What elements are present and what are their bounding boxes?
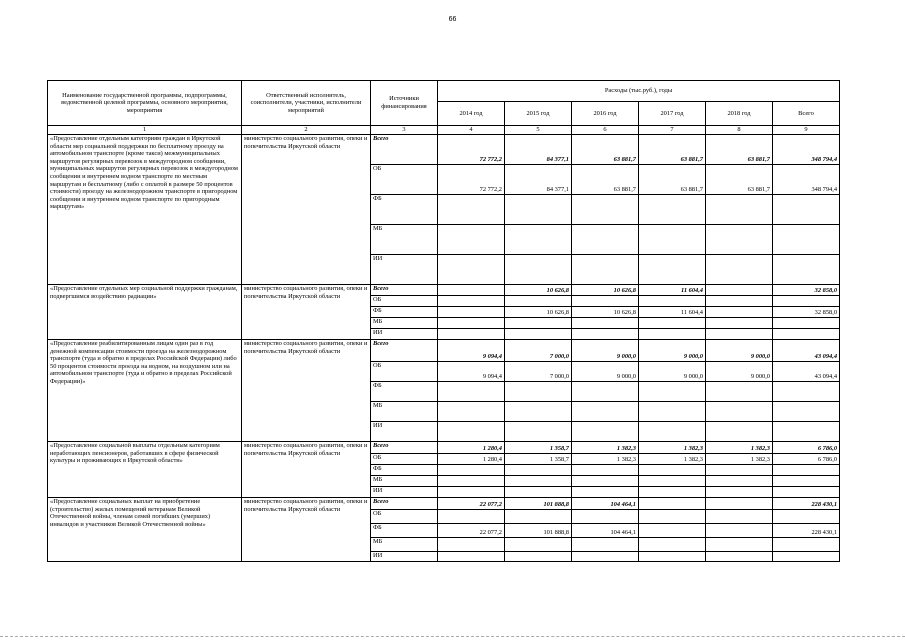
funding-source: ИИ bbox=[371, 552, 438, 562]
funding-source: ИИ bbox=[371, 329, 438, 340]
expense-cell bbox=[639, 255, 706, 285]
expense-cell: 63 881,7 bbox=[639, 135, 706, 165]
expense-cell bbox=[572, 510, 639, 524]
header-responsible: Ответственный исполнитель, соисполнители, участники, исполнители мероприятий bbox=[242, 81, 371, 126]
page-bottom-edge bbox=[0, 636, 905, 637]
expense-cell: 1 358,7 bbox=[505, 442, 572, 454]
expense-cell bbox=[639, 476, 706, 487]
expense-cell bbox=[639, 538, 706, 552]
expense-cell bbox=[706, 382, 773, 402]
column-number: 2 bbox=[242, 126, 371, 135]
funding-source: Всего bbox=[371, 285, 438, 296]
expense-cell bbox=[706, 476, 773, 487]
expense-cell: 10 626,8 bbox=[505, 285, 572, 296]
expense-cell bbox=[505, 318, 572, 329]
expense-cell: 9 000,0 bbox=[572, 340, 639, 362]
expense-cell bbox=[505, 255, 572, 285]
column-number: 5 bbox=[505, 126, 572, 135]
expense-cell bbox=[706, 255, 773, 285]
expense-cell bbox=[639, 552, 706, 562]
expense-cell: 10 626,8 bbox=[572, 285, 639, 296]
expense-cell bbox=[505, 195, 572, 225]
header-program: Наименование государственной программы, подпрограммы, ведомственной целевой программы, основного мероприятия, мероприятия bbox=[48, 81, 242, 126]
expense-cell: 101 888,8 bbox=[505, 498, 572, 510]
expense-cell bbox=[505, 225, 572, 255]
expense-total-cell: 348 794,4 bbox=[773, 165, 840, 195]
expense-cell: 11 604,4 bbox=[639, 307, 706, 318]
funding-source: ФБ bbox=[371, 382, 438, 402]
expense-cell bbox=[639, 296, 706, 307]
expense-cell bbox=[572, 476, 639, 487]
funding-source: МБ bbox=[371, 318, 438, 329]
expense-cell bbox=[438, 195, 505, 225]
funding-source: Всего bbox=[371, 135, 438, 165]
expense-cell bbox=[706, 465, 773, 476]
expense-total-cell bbox=[773, 402, 840, 422]
expense-cell bbox=[438, 285, 505, 296]
expense-total-cell bbox=[773, 552, 840, 562]
responsible-executor: министерство социального развития, опеки и попечительства Иркутской области bbox=[242, 498, 371, 562]
expense-cell bbox=[572, 382, 639, 402]
column-number: 9 bbox=[773, 126, 840, 135]
funding-source: ФБ bbox=[371, 524, 438, 538]
funding-source: Всего bbox=[371, 442, 438, 454]
expense-cell bbox=[706, 329, 773, 340]
expense-cell bbox=[505, 402, 572, 422]
expense-cell: 63 881,7 bbox=[706, 135, 773, 165]
column-number: 6 bbox=[572, 126, 639, 135]
expense-cell: 9 094,4 bbox=[438, 340, 505, 362]
funding-source: ОБ bbox=[371, 362, 438, 382]
expense-cell: 9 000,0 bbox=[639, 362, 706, 382]
expense-cell bbox=[505, 552, 572, 562]
expense-cell bbox=[438, 465, 505, 476]
funding-source: ФБ bbox=[371, 465, 438, 476]
expense-cell bbox=[438, 318, 505, 329]
expense-total-cell: 43 094,4 bbox=[773, 362, 840, 382]
expense-cell bbox=[438, 422, 505, 442]
expense-cell: 9 000,0 bbox=[706, 362, 773, 382]
funding-source: МБ bbox=[371, 402, 438, 422]
responsible-executor: министерство социального развития, опеки и попечительства Иркутской области bbox=[242, 442, 371, 498]
funding-source: Всего bbox=[371, 498, 438, 510]
expense-cell bbox=[706, 538, 773, 552]
table-row bbox=[48, 442, 840, 454]
expense-total-cell: 228 430,1 bbox=[773, 498, 840, 510]
expense-cell bbox=[706, 307, 773, 318]
expense-total-cell bbox=[773, 255, 840, 285]
expense-cell: 63 881,7 bbox=[572, 165, 639, 195]
funding-source: ОБ bbox=[371, 165, 438, 195]
expense-cell bbox=[639, 422, 706, 442]
funding-source: ФБ bbox=[371, 195, 438, 225]
header-expenses: Расходы (тыс.руб.), годы bbox=[438, 81, 840, 102]
funding-source: МБ bbox=[371, 225, 438, 255]
expense-total-cell: 32 858,0 bbox=[773, 285, 840, 296]
expense-cell bbox=[438, 225, 505, 255]
expense-cell bbox=[639, 510, 706, 524]
expense-cell bbox=[438, 382, 505, 402]
expense-total-cell: 348 794,4 bbox=[773, 135, 840, 165]
program-description: «Предоставление реабилитированным лицам один раз в год денежной компенсации стоимости проезда на железнодорожном транспорте (туда и обратно в пределах Российской Федерации) либо 50 процентов стоимости проезда на водном, на воздушном или на автомобильном транспорте (туда и обратно в пределах Российской Федерации)» bbox=[48, 340, 242, 442]
expense-cell: 10 626,8 bbox=[572, 307, 639, 318]
expense-cell bbox=[639, 524, 706, 538]
expense-cell: 22 077,2 bbox=[438, 498, 505, 510]
header-year: 2018 год bbox=[706, 102, 773, 126]
table-row bbox=[48, 285, 840, 296]
expense-cell bbox=[706, 524, 773, 538]
expense-cell bbox=[505, 487, 572, 498]
expense-cell bbox=[572, 329, 639, 340]
expense-cell bbox=[505, 476, 572, 487]
expense-cell: 72 772,2 bbox=[438, 165, 505, 195]
expense-cell: 7 000,0 bbox=[505, 362, 572, 382]
column-number: 4 bbox=[438, 126, 505, 135]
funding-source: ОБ bbox=[371, 510, 438, 524]
expense-cell: 84 377,1 bbox=[505, 165, 572, 195]
expense-cell bbox=[572, 318, 639, 329]
expense-cell: 1 382,3 bbox=[706, 442, 773, 454]
expense-cell bbox=[438, 296, 505, 307]
expense-cell bbox=[706, 487, 773, 498]
expense-cell bbox=[639, 382, 706, 402]
column-number: 8 bbox=[706, 126, 773, 135]
funding-source: МБ bbox=[371, 476, 438, 487]
expense-cell bbox=[639, 329, 706, 340]
expense-total-cell bbox=[773, 465, 840, 476]
expense-cell bbox=[438, 487, 505, 498]
expense-total-cell bbox=[773, 225, 840, 255]
expense-cell bbox=[438, 552, 505, 562]
program-description: «Предоставление социальных выплат на приобретение (строительство) жилых помещений ветеранам Великой Отечественной войны, членам семей погибших (умерших) инвалидов и участников Великой Отечественной войны» bbox=[48, 498, 242, 562]
expense-cell bbox=[639, 318, 706, 329]
table-row bbox=[48, 340, 840, 362]
table-row bbox=[48, 498, 840, 510]
header-year: 2015 год bbox=[505, 102, 572, 126]
expense-cell bbox=[706, 296, 773, 307]
program-description: «Предоставление отдельным категориям граждан в Иркутской области мер социальной поддержки по бесплатному проезду на автомобильном транспорте (кроме такси) межмуниципальных маршрутов регулярных перевозок в междугородном сообщении, муниципальных маршрутов регулярных перевозок в междугородном сообщении и внутреннем водном транспорте по местным маршрутам и бесплатному (либо с оплатой в размере 50 процентов стоимости) проезду на железнодорожном транспорте в пригородном сообщении и внутреннем водном транспорте по пригородным маршрутам» bbox=[48, 135, 242, 285]
expense-cell bbox=[505, 422, 572, 442]
expense-cell bbox=[706, 285, 773, 296]
expense-cell bbox=[639, 498, 706, 510]
funding-source: ИИ bbox=[371, 255, 438, 285]
expense-cell: 72 772,2 bbox=[438, 135, 505, 165]
expense-cell bbox=[438, 329, 505, 340]
expense-cell: 9 000,0 bbox=[572, 362, 639, 382]
expense-cell: 1 382,3 bbox=[706, 454, 773, 465]
expense-cell: 9 000,0 bbox=[706, 340, 773, 362]
expense-cell: 9 000,0 bbox=[639, 340, 706, 362]
header-year: 2017 год bbox=[639, 102, 706, 126]
table-body bbox=[48, 135, 840, 562]
expense-cell: 101 888,8 bbox=[505, 524, 572, 538]
expense-cell: 1 280,4 bbox=[438, 442, 505, 454]
expense-cell bbox=[572, 538, 639, 552]
expense-cell: 1 382,3 bbox=[639, 442, 706, 454]
expense-cell bbox=[706, 498, 773, 510]
header-year: 2014 год bbox=[438, 102, 505, 126]
expense-cell: 104 464,1 bbox=[572, 524, 639, 538]
expense-cell bbox=[572, 422, 639, 442]
expense-cell bbox=[572, 225, 639, 255]
expense-cell bbox=[572, 402, 639, 422]
expense-cell: 22 077,2 bbox=[438, 524, 505, 538]
expense-cell bbox=[572, 465, 639, 476]
expense-total-cell bbox=[773, 510, 840, 524]
column-number: 1 bbox=[48, 126, 242, 135]
expense-total-cell bbox=[773, 476, 840, 487]
program-description: «Предоставление социальной выплаты отдельным категориям неработающих пенсионеров, работавших в сфере физической культуры и проживающих в Иркутской области» bbox=[48, 442, 242, 498]
expense-cell bbox=[505, 329, 572, 340]
expense-cell bbox=[706, 422, 773, 442]
expense-cell: 11 604,4 bbox=[639, 285, 706, 296]
expense-cell bbox=[505, 510, 572, 524]
header-year: 2016 год bbox=[572, 102, 639, 126]
expense-cell bbox=[706, 402, 773, 422]
funding-source: ИИ bbox=[371, 422, 438, 442]
expense-cell: 10 626,8 bbox=[505, 307, 572, 318]
expense-total-cell: 6 786,0 bbox=[773, 442, 840, 454]
expense-cell bbox=[572, 255, 639, 285]
expense-cell bbox=[639, 465, 706, 476]
expense-cell bbox=[706, 195, 773, 225]
expense-total-cell bbox=[773, 318, 840, 329]
funding-source: Всего bbox=[371, 340, 438, 362]
expense-cell bbox=[505, 465, 572, 476]
funding-source: МБ bbox=[371, 538, 438, 552]
funding-source: ИИ bbox=[371, 487, 438, 498]
expense-total-cell bbox=[773, 538, 840, 552]
funding-source: ОБ bbox=[371, 454, 438, 465]
expense-cell bbox=[639, 225, 706, 255]
expense-cell: 104 464,1 bbox=[572, 498, 639, 510]
expense-cell: 1 280,4 bbox=[438, 454, 505, 465]
expense-cell: 63 881,7 bbox=[639, 165, 706, 195]
expense-cell: 84 377,1 bbox=[505, 135, 572, 165]
expense-total-cell: 32 858,0 bbox=[773, 307, 840, 318]
expense-cell: 1 358,7 bbox=[505, 454, 572, 465]
expense-cell bbox=[572, 552, 639, 562]
expense-total-cell bbox=[773, 487, 840, 498]
table-row bbox=[48, 135, 840, 165]
responsible-executor: министерство социального развития, опеки и попечительства Иркутской области bbox=[242, 135, 371, 285]
expense-total-cell: 228 430,1 bbox=[773, 524, 840, 538]
page-number: 66 bbox=[448, 16, 457, 23]
expense-cell: 1 382,3 bbox=[572, 442, 639, 454]
expense-cell bbox=[438, 476, 505, 487]
expense-cell bbox=[639, 195, 706, 225]
expense-cell bbox=[438, 538, 505, 552]
expense-cell: 63 881,7 bbox=[706, 165, 773, 195]
funding-source: ФБ bbox=[371, 307, 438, 318]
expense-cell bbox=[438, 255, 505, 285]
expense-cell bbox=[706, 510, 773, 524]
expense-cell: 1 382,3 bbox=[572, 454, 639, 465]
header-total: Всего bbox=[773, 102, 840, 126]
expense-cell bbox=[706, 318, 773, 329]
expense-cell bbox=[572, 195, 639, 225]
responsible-executor: министерство социального развития, опеки и попечительства Иркутской области bbox=[242, 340, 371, 442]
header-source: Источники финансирования bbox=[371, 81, 438, 126]
expense-cell: 63 881,7 bbox=[572, 135, 639, 165]
expense-total-cell: 43 094,4 bbox=[773, 340, 840, 362]
expense-total-cell bbox=[773, 329, 840, 340]
expense-cell bbox=[505, 538, 572, 552]
expense-cell bbox=[572, 487, 639, 498]
expense-total-cell bbox=[773, 195, 840, 225]
column-number: 7 bbox=[639, 126, 706, 135]
expense-cell bbox=[639, 487, 706, 498]
expense-total-cell: 6 786,0 bbox=[773, 454, 840, 465]
program-description: «Предоставление отдельных мер социальной поддержки гражданам, подвергшимся воздействию радиации» bbox=[48, 285, 242, 340]
expense-cell bbox=[438, 307, 505, 318]
column-number: 3 bbox=[371, 126, 438, 135]
expense-cell bbox=[706, 225, 773, 255]
funding-source: ОБ bbox=[371, 296, 438, 307]
responsible-executor: министерство социального развития, опеки и попечительства Иркутской области bbox=[242, 285, 371, 340]
expense-cell: 7 000,0 bbox=[505, 340, 572, 362]
expense-total-cell bbox=[773, 296, 840, 307]
expense-cell: 1 382,3 bbox=[639, 454, 706, 465]
expense-cell bbox=[505, 382, 572, 402]
expense-cell bbox=[572, 296, 639, 307]
expense-cell bbox=[438, 402, 505, 422]
expense-cell bbox=[438, 510, 505, 524]
expense-cell bbox=[706, 552, 773, 562]
expense-cell: 9 094,4 bbox=[438, 362, 505, 382]
expense-cell bbox=[639, 402, 706, 422]
expense-total-cell bbox=[773, 422, 840, 442]
expense-total-cell bbox=[773, 382, 840, 402]
expense-cell bbox=[505, 296, 572, 307]
budget-table bbox=[47, 80, 840, 562]
